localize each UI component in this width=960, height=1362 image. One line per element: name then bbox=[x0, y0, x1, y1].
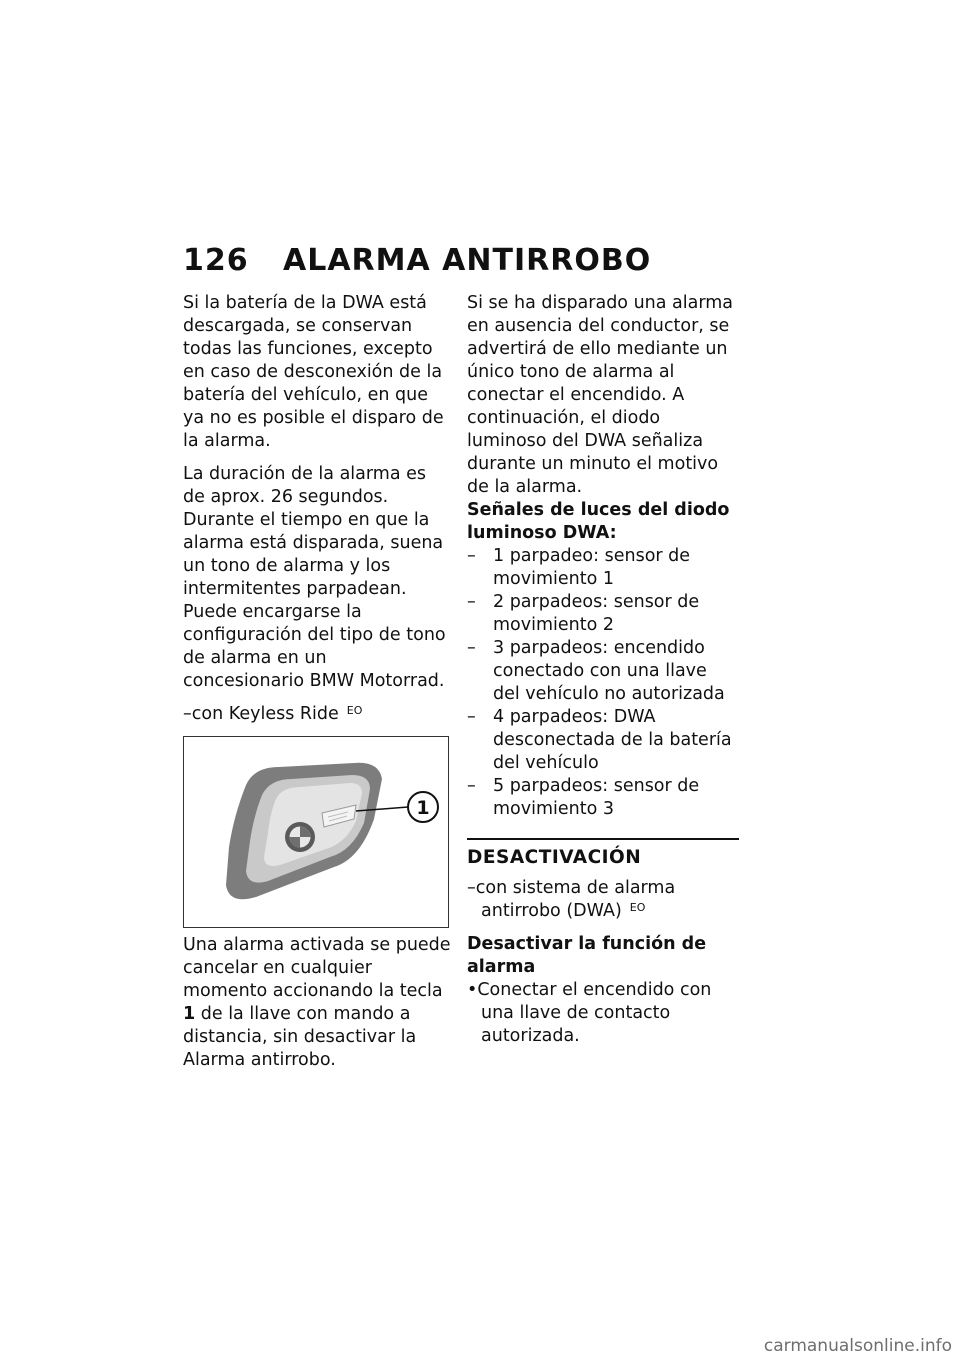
list-item: – 4 parpadeos: DWA desconectada de la batería del vehículo bbox=[467, 707, 732, 773]
signals-list bbox=[467, 545, 739, 821]
page-header bbox=[183, 243, 743, 278]
page-number: 126 bbox=[183, 243, 249, 278]
paragraph-duration: La duración de la alarma es de aprox. 26 segundos. Durante el tiempo en que la alarma está disparada, suena un tono de alarma y los intermitentes parpadean. Puede encargarse la configuración del tipo de tono de alarma en un concesionario BMW Motorrad. bbox=[183, 464, 446, 691]
signals-heading: Señales de luces del diodo luminoso DWA: bbox=[467, 500, 730, 543]
list-item: – 1 parpadeo: sensor de movimiento 1 bbox=[467, 546, 691, 589]
watermark: carmanualsonline.info bbox=[763, 1336, 952, 1356]
paragraph-absence: Si se ha disparado una alarma en ausencia del conductor, se advertirá de ello mediante un único tono de alarma al conectar el encendido. A continuación, el diodo luminoso del DWA señaliza durante un minuto el motivo de la alarma. bbox=[467, 293, 734, 497]
bullet-icon: • bbox=[467, 980, 478, 1000]
list-item: – 2 parpadeos: sensor de movimiento 2 bbox=[467, 592, 700, 635]
option-dwa: –con sistema de alarma antirrobo (DWA) $^{EO}$ bbox=[467, 878, 676, 921]
section-title: DESACTIVACIÓN bbox=[467, 847, 642, 868]
sub-heading: Desactivar la función de alarma bbox=[467, 934, 707, 977]
left-column bbox=[183, 292, 453, 1082]
key-fob-illustration bbox=[184, 737, 450, 929]
page-title: ALARMA ANTIRROBO bbox=[283, 243, 652, 278]
right-column bbox=[467, 292, 739, 1048]
section-divider bbox=[467, 838, 739, 840]
option-sup: EO bbox=[346, 704, 363, 717]
paragraph-cancel: Una alarma activada se puede cancelar en cualquier momento accionando la tecla 1 de la llave con mando a distancia, sin desactivar la Alarma antirrobo. bbox=[183, 935, 451, 1070]
option-text: con Keyless Ride bbox=[191, 704, 339, 724]
list-item: – 5 parpadeos: sensor de movimiento 3 bbox=[467, 776, 700, 819]
key-fob-figure bbox=[183, 736, 449, 928]
paragraph-battery: Si la batería de la DWA está descargada, se conservan todas las funciones, excepto en caso de desconexión de la batería del vehículo, en que ya no es posible el disparo de la alarma. bbox=[183, 293, 444, 451]
button-reference: 1 bbox=[183, 1004, 196, 1024]
option-keyless-ride bbox=[183, 703, 453, 726]
list-item: – 3 parpadeos: encendido conectado con una llave del vehículo no autorizada bbox=[467, 638, 725, 704]
bullet-item: •Conectar el encendido con una llave de contacto autorizada. bbox=[467, 980, 712, 1046]
option-marker: – bbox=[183, 704, 192, 724]
callout-1: 1 bbox=[416, 797, 430, 819]
